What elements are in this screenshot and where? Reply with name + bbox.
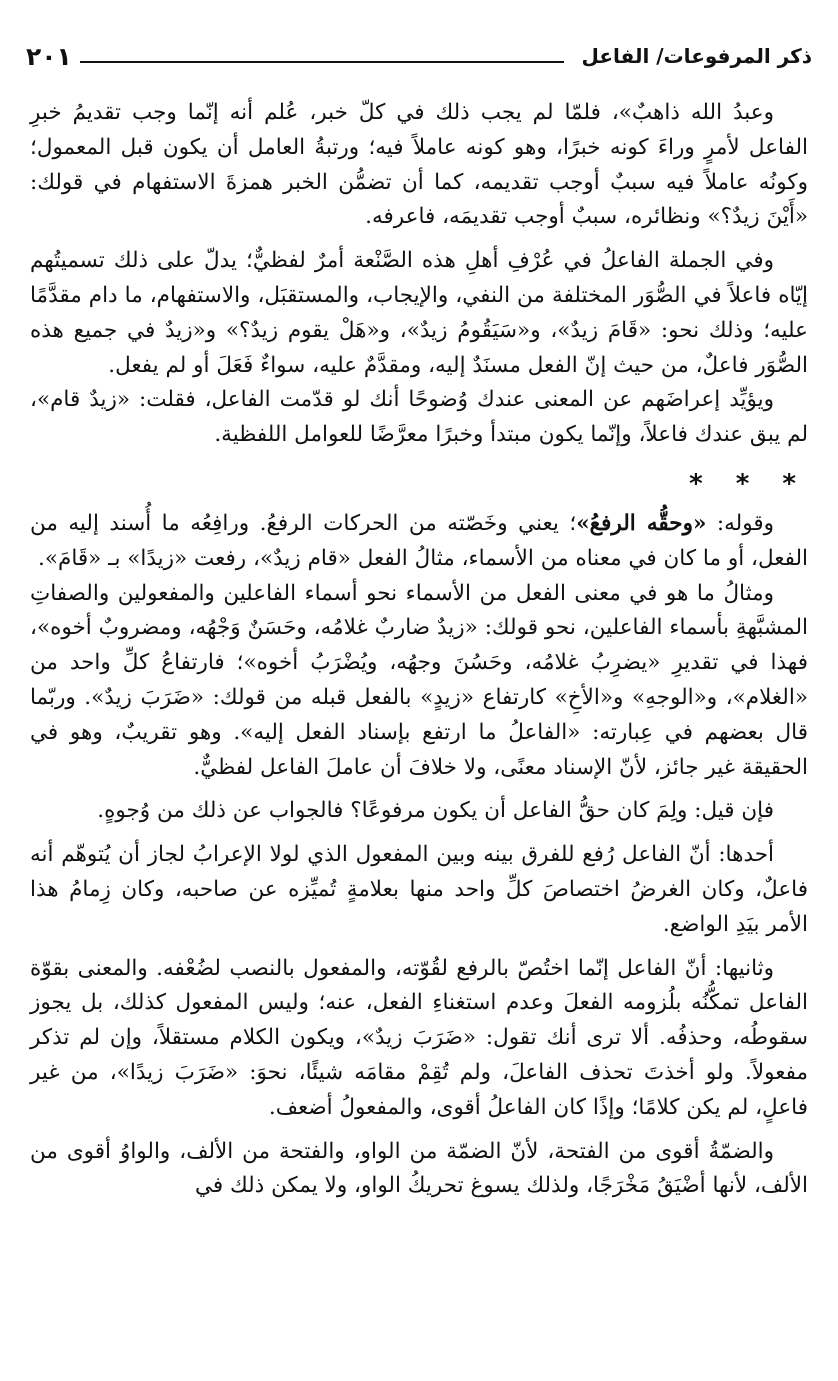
section-separator: * * * [689, 468, 808, 499]
paragraph-1: وعبدُ الله ذاهبٌ»، فلمّا لم يجب ذلك في كلّ خبر، عُلم أنه إنّما وجب تقديمُ خبرِ الفاعل لأمرٍ وراءَ كونه خبرًا، وهو كونه عاملاً فيه؛ ورتبةُ العامل أن يكون قبل المعمول؛ وكونُه عاملاً فيه سببٌ أوجب تقديمه، كما أن تضمُّن الخبر همزةَ الاستفهام في قولك: «أَيْنَ زيدٌ؟» ونظائره، سببٌ أوجب تقديمَه، فاعرفه. [30, 100, 808, 230]
paragraph-4-lead: وقوله: [706, 510, 774, 536]
paragraph-9: والضمّةُ أقوى من الفتحة، لأنّ الضمّة من الواو، والفتحة من الألف، والواوُ أقوى من الألف، لأنها أضْيَقُ مَخْرَجًا، ولذلك يسوغ تحريكُ الواو، ولا يمكن ذلك في [30, 1138, 808, 1199]
paragraph-6: فإن قيل: ولِمَ كان حقُّ الفاعل أن يكون مرفوعًا؟ فالجواب عن ذلك من وُجوهٍ. [97, 798, 774, 824]
paragraph-7: أحدها: أنّ الفاعل رُفع للفرق بينه وبين المفعول الذي لولا الإعرابُ لجاز أن يُتوهّم أنه فاعلٌ، وكان الغرضُ اختصاصَ كلِّ واحد منها بعلامةٍ تُميِّزه عن صاحبه، وكان زِمامُ هذا الأمر بيَدِ الواضع. [30, 842, 808, 937]
running-title: ذكر المرفوعات/ الفاعل [581, 44, 812, 68]
paragraph-3: ويؤيِّد إعراضَهم عن المعنى عندك وُضوحًا أنك لو قدّمت الفاعل، فقلت: «زيدٌ قام»، لم يبق عندك فاعلاً، وإنّما يكون مبتدأ وخبرًا معرَّضًا للعوامل اللفظية. [30, 387, 808, 448]
page-body [30, 96, 808, 1204]
paragraph-8: وثانيها: أنّ الفاعل إنّما اختُصّ بالرفع لقُوّته، والمفعول بالنصب لضُعْفه. والمعنى بقوّة الفاعل تمكُّنُه بلُزومه الفعلَ وعدم استغناءِ الفعل، عنه؛ وليس المفعول كذلك، بل يجوز سقوطُه، وحذفُه. ألا ترى أنك تقول: «ضَرَبَ زيدٌ»، ويكون الكلام مستقلاً، وإن لم تذكر مفعولاً. ولو أخذتَ تحذف الفاعلَ، ولم تُقِمْ مقامَه شيئًا، نحوَ: «ضَرَبَ زيدًا»، من غير فاعلٍ، لم يكن كلامًا؛ وإذًا كان الفاعلُ أقوى، والمفعولُ أضعف. [30, 955, 808, 1120]
paragraph-4-rest: ؛ يعني وخَصّته من الحركات الرفعُ. ورافِعُه ما أُسند إليه من الفعل، أو ما كان في معناه من الأسماء، مثالُ الفعل «قام زيدٌ»، رفعت «زيدًا» بـ «قَامَ». [30, 510, 808, 571]
header-rule [80, 61, 564, 63]
paragraph-4 [30, 507, 808, 577]
paragraph-2: وفي الجملة الفاعلُ في عُرْفِ أهلِ هذه الصَّنْعة أمرٌ لفظيٌّ؛ يدلّ على ذلك تسميتُهم إيّاه فاعلاً في الصُّوَر المختلفة من النفي، والإيجاب، والمستقبَل، والاستفهام، ما دام مقدَّمًا عليه؛ وذلك نحو: «قَامَ زيدٌ»، و«سَيَقُومُ زيدٌ»، و«هَلْ يقوم زيدٌ؟» و«زيدٌ في جميع هذه الصُّوَر فاعلٌ، من حيث إنّ الفعل مسنَدٌ إليه، ومقدَّمٌ عليه، سواءٌ فَعَلَ أو لم يفعل. [30, 248, 808, 378]
page-number: ٢٠١ [26, 41, 72, 71]
paragraph-5: ومثالُ ما هو في معنى الفعل من الأسماء نحو أسماء الفاعلين والمفعولين والصفاتِ المشبَّهةِ بأسماء الفاعلين، نحو قولك: «زيدٌ ضاربٌ غلامُه، وحَسَنٌ وَجْهُه، ومضروبٌ أخوه»، فهذا في تقديرِ «يضرِبُ غلامُه، وحَسُنَ وجهُه، ويُضْرَبُ أخوه»؛ فارتفاعُ كلِّ واحد من «الغلام»، و«الوجهِ» و«الأخِ» كارتفاع «زيدٍ» بالفعل قبله من قولك: «ضَرَبَ زيدٌ». وربّما قال بعضهم في عِبارته: «الفاعلُ ما ارتفع بإسناد الفعل إليه». وهو تقريبٌ، وهو في الحقيقة غير جائز، لأنّ الإسناد معنًى، ولا خلافَ أن عاملَ الفاعل لفظيٌّ. [30, 580, 808, 780]
quoted-phrase: «وحقُّه الرفعُ» [576, 510, 707, 536]
page-header [26, 36, 812, 76]
